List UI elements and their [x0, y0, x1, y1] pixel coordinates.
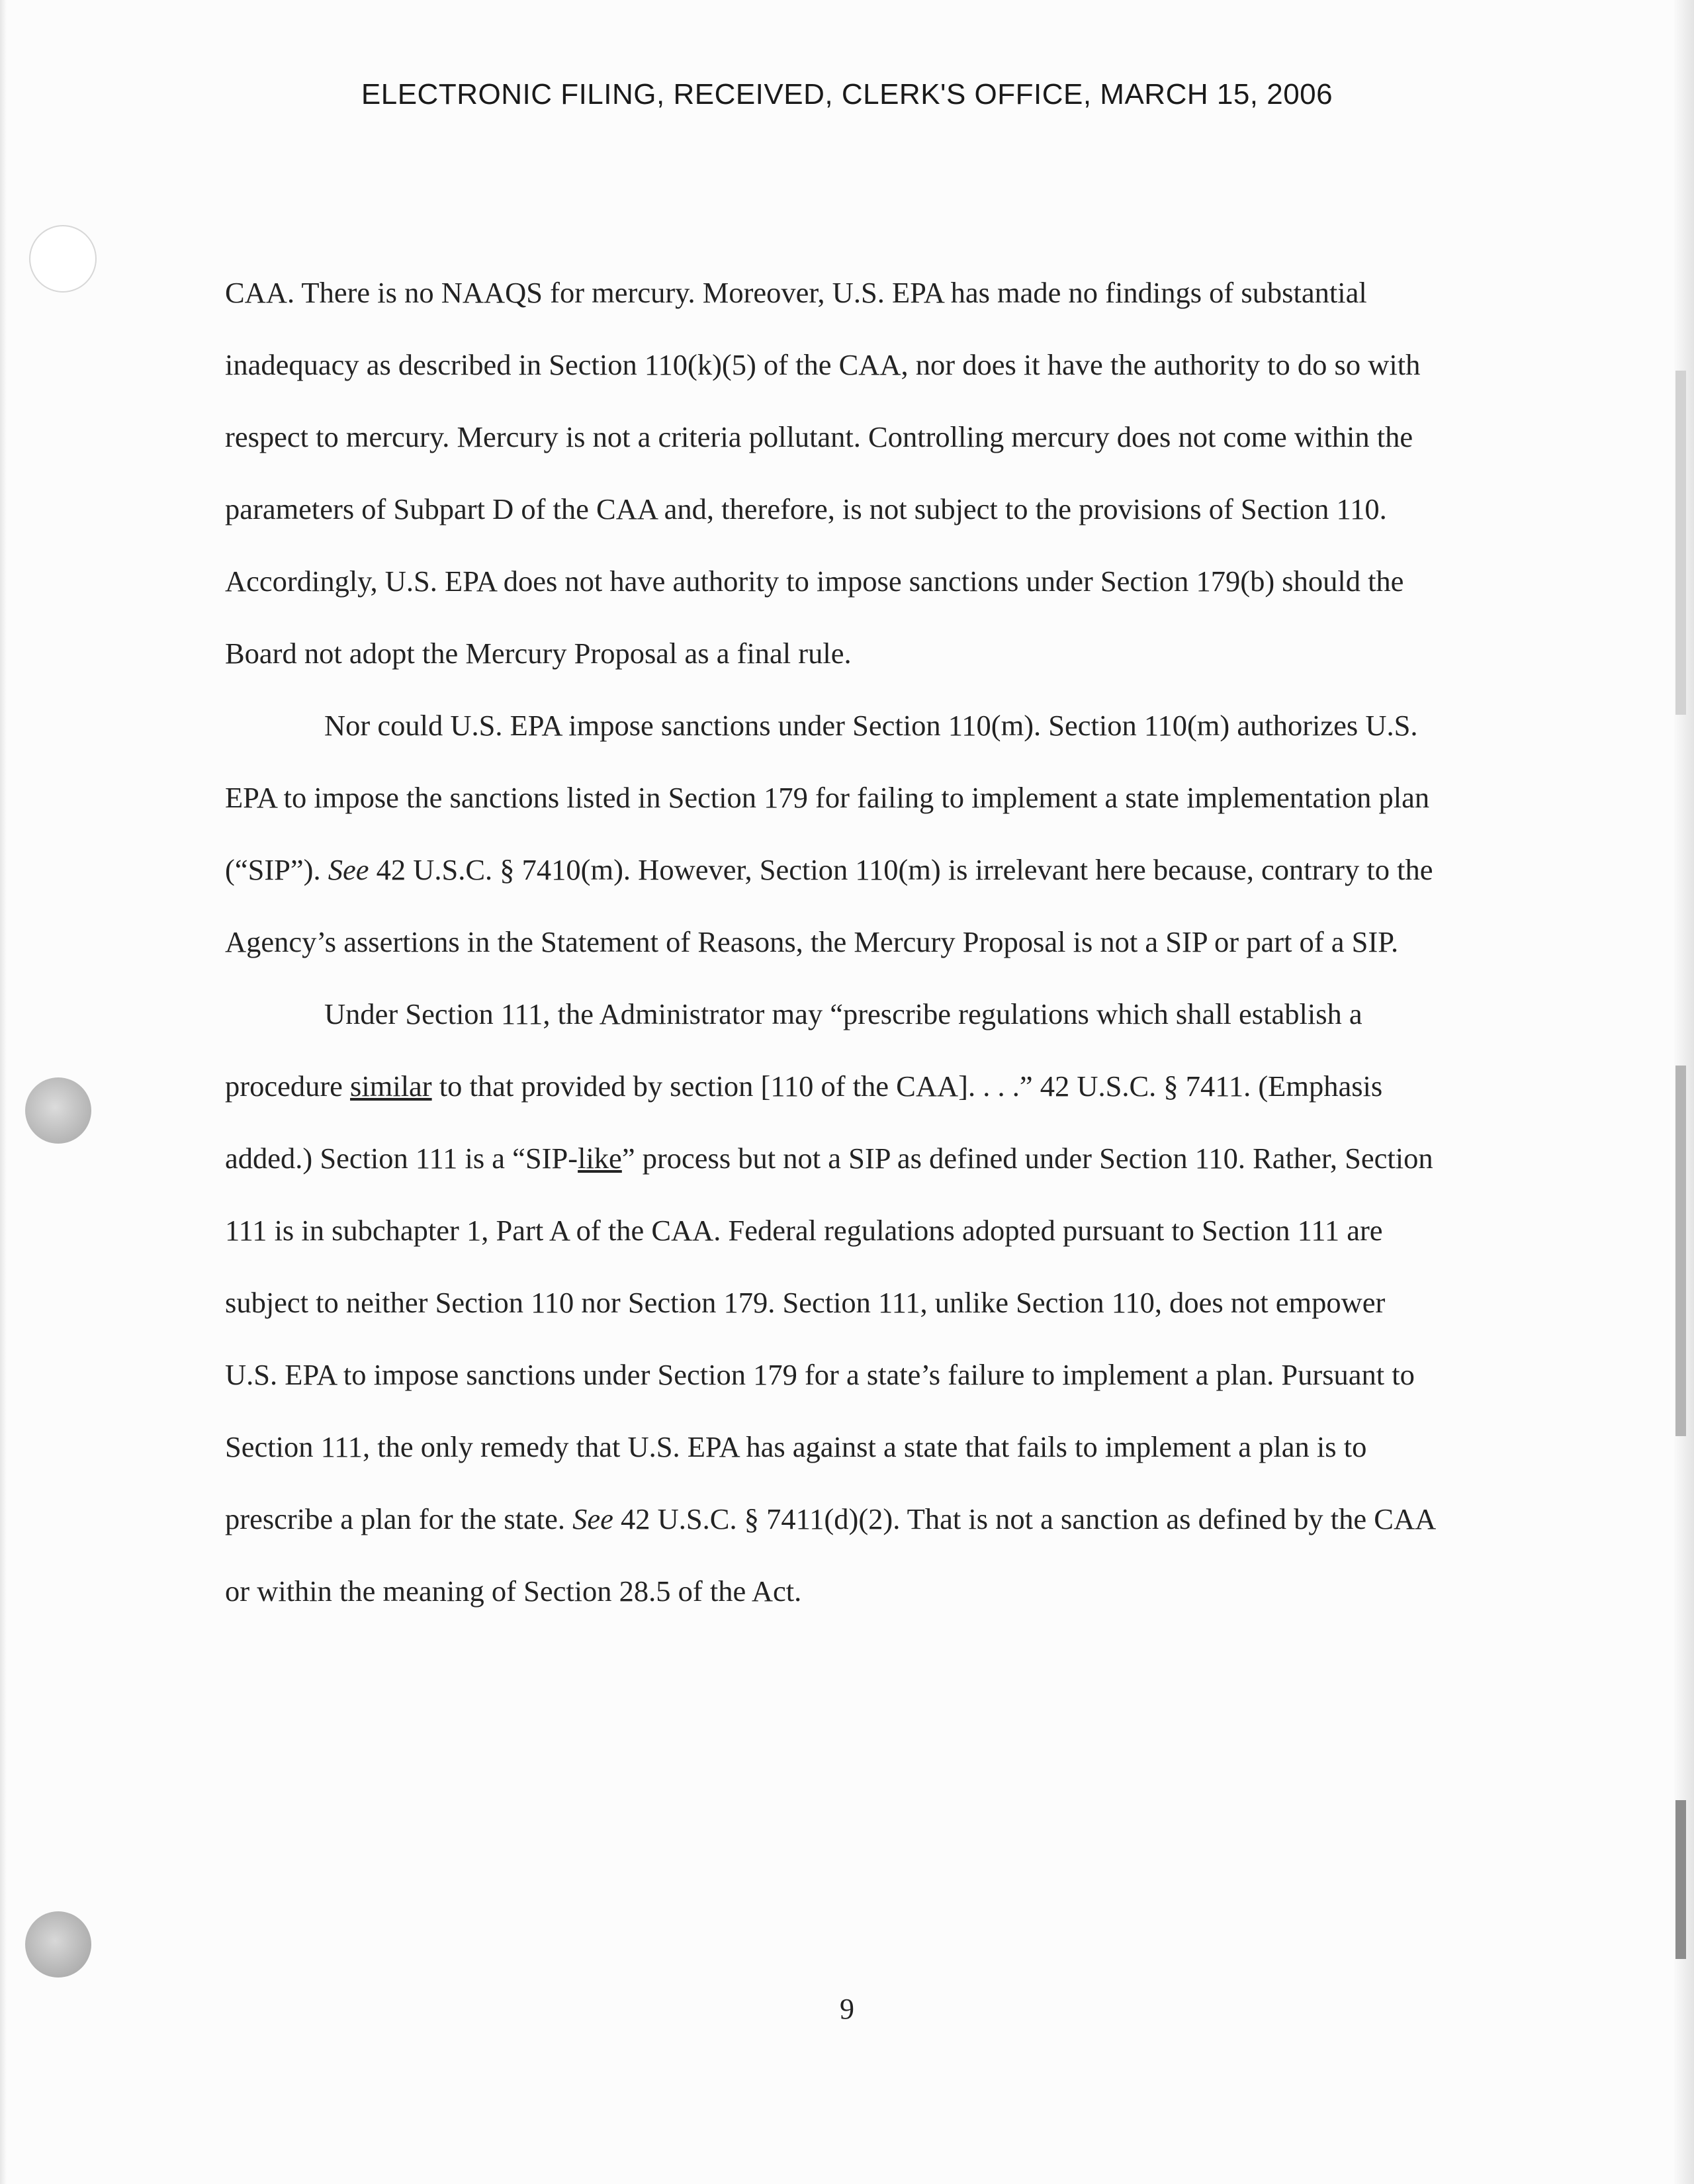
filing-stamp-header: ELECTRONIC FILING, RECEIVED, CLERK'S OFFICE, MARCH 15, 2006: [361, 78, 1333, 111]
punch-hole-middle: [25, 1077, 91, 1144]
paragraph-1: CAA. There is no NAAQS for mercury. Moreover, U.S. EPA has made no findings of substantial inadequacy as described in Section 110(k)(5) of the CAA, nor does it have the authority to do so with respect to mercury. Mercury is not a criteria pollutant. Controlling mercury does not come within the parameters of Subpart D of the CAA and, therefore, is not subject to the provisions of Section 110. Accordingly, U.S. EPA does not have authority to impose sanctions under Section 179(b) should the Board not adopt the Mercury Proposal as a final rule.: [225, 276, 1421, 670]
emphasis-like: like: [578, 1142, 622, 1175]
paragraph-3: [225, 978, 1443, 1627]
punch-hole-top: [29, 225, 97, 293]
paragraph-2-text-b: 42 U.S.C. § 7410(m). However, Section 110(m) is irrelevant here because, contrary to the Agency’s assertions in the Statement of Reasons, the Mercury Proposal is not a SIP or part of a SIP.: [225, 853, 1433, 958]
scan-right-edge: [1674, 0, 1694, 2184]
emphasis-similar: similar: [350, 1069, 432, 1103]
paragraph-2: [225, 690, 1443, 978]
scan-edge-mark: [1675, 1066, 1686, 1436]
scan-edge-mark: [1675, 1800, 1686, 1959]
scan-edge-mark: [1675, 371, 1686, 715]
paragraph-3-text-b: to that provided by section [110 of the CAA]. . . .” 42 U.S.C. § 7411. (Emphasis added.) Section 111 is a “SIP-: [225, 1069, 1383, 1175]
paragraph-3-text-d: 42 U.S.C. § 7411(d)(2). That is not a sanction as defined by the CAA or within the meaning of Section 28.5 of the Act.: [225, 1502, 1435, 1608]
paragraph-3-text-c: ” process but not a SIP as defined under Section 110. Rather, Section 111 is in subchapter 1, Part A of the CAA. Federal regulations adopted pursuant to Section 111 are subject to neither Section 110 nor Section 179. Section 111, unlike Section 110, does not empower U.S. EPA to impose sanctions under Section 179 for a state’s failure to implement a plan. Pursuant to Section 111, the only remedy that U.S. EPA has against a state that fails to implement a plan is to prescribe a plan for the state.: [225, 1142, 1433, 1535]
punch-hole-bottom: [25, 1911, 91, 1978]
paragraph-2-text-a: Nor could U.S. EPA impose sanctions under Section 110(m). Section 110(m) authorizes U.S. EPA to impose the sanctions listed in Section 179 for failing to implement a state implementation plan (“SIP”).: [225, 709, 1430, 886]
page-number: 9: [840, 1993, 854, 2025]
document-body: [225, 257, 1443, 1627]
citation-signal-see: See: [328, 853, 369, 886]
citation-signal-see: See: [572, 1502, 613, 1535]
paragraph-3-text-a: Under Section 111, the Administrator may “prescribe regulations which shall establish a procedure: [225, 997, 1362, 1103]
scan-left-edge: [0, 0, 7, 2184]
